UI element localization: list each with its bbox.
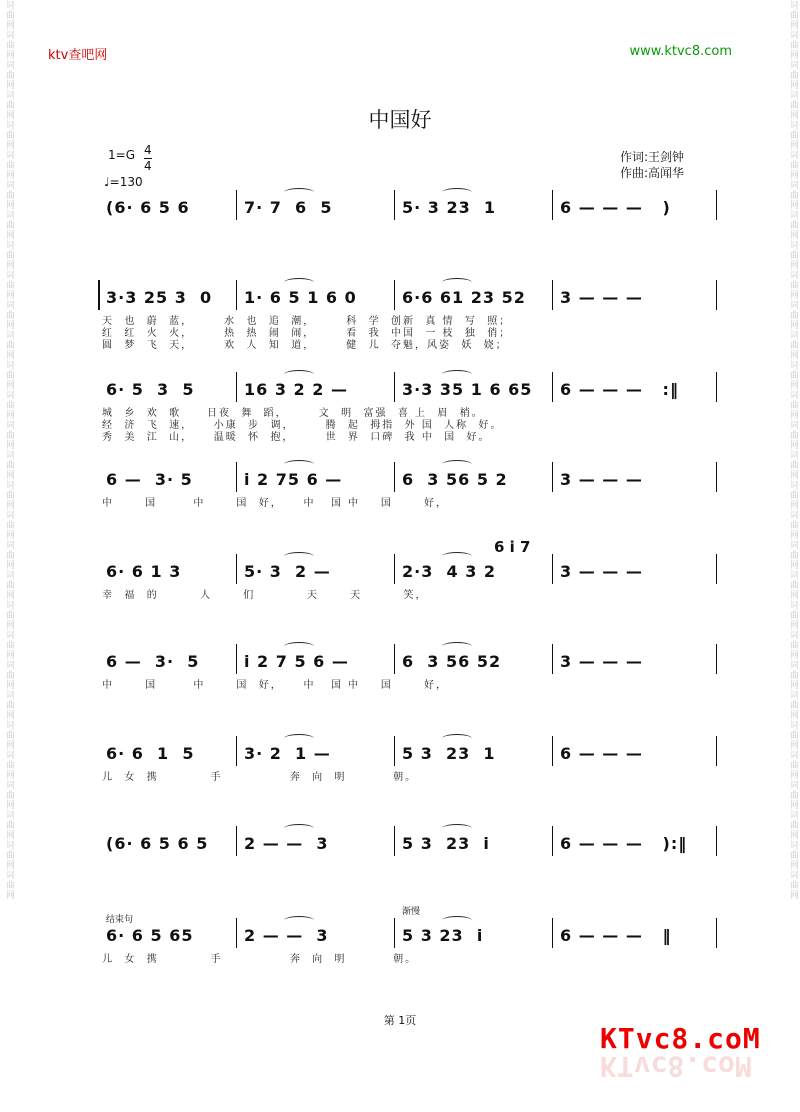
slur-mark <box>442 552 472 561</box>
bar-line <box>394 736 395 766</box>
bar-line <box>236 462 237 492</box>
bar-line <box>552 554 553 584</box>
slur-mark <box>284 188 314 197</box>
slur-mark <box>284 824 314 833</box>
time-signature-bottom: 4 <box>144 159 152 173</box>
measure-notes: 2·3 4 3 2 <box>402 562 497 581</box>
measure-notes: 6· 6 5 65 <box>106 926 194 945</box>
score-row <box>98 198 730 278</box>
bar-line <box>236 918 237 948</box>
measure-notes: 5 3 23 i <box>402 926 484 945</box>
score-row <box>98 652 730 732</box>
bar-line <box>236 644 237 674</box>
measure-notes: 6 3 56 52 <box>402 652 502 671</box>
slur-mark <box>442 916 472 925</box>
measure-notes: 6· 6 1 3 <box>106 562 182 581</box>
slur-mark <box>442 824 472 833</box>
bar-line <box>394 280 395 310</box>
bar-line <box>394 918 395 948</box>
measure-notes: i 2 75 6 — <box>244 470 343 489</box>
slur-mark <box>284 642 314 651</box>
measure-notes: 3 — — — <box>560 652 643 671</box>
measure-notes: 6 — — — ):‖ <box>560 834 688 853</box>
watermark-side-left: 词曲网词曲网词曲网词曲网词曲网词曲网词曲网词曲网词曲网词曲网词曲网词曲网词曲网词曲网词曲网词曲网词曲网词曲网词曲网词曲网词曲网词曲网词曲网词曲网词曲网词曲网词曲网词曲网词曲网词曲网 <box>4 0 14 900</box>
score-row <box>98 288 730 368</box>
bar-line <box>552 644 553 674</box>
bar-line <box>394 644 395 674</box>
measure-notes: 16 3 2 2 — <box>244 380 348 399</box>
site-url-header: www.ktvc8.com <box>629 44 732 59</box>
lyric-line: 红 红 火 火， 热 热 闹 闹， 看 我 中国 一 枝 独 俏； <box>102 328 512 339</box>
bar-line <box>552 280 553 310</box>
score-row <box>98 470 730 550</box>
score-row <box>98 380 730 460</box>
slur-mark <box>284 278 314 287</box>
measure-notes: 6 — — — <box>560 744 643 763</box>
bar-line <box>236 372 237 402</box>
slur-mark <box>442 278 472 287</box>
bar-line <box>716 190 717 220</box>
slur-mark <box>442 370 472 379</box>
measure-notes: 3 — — — <box>560 470 643 489</box>
slur-mark <box>442 188 472 197</box>
time-signature-top: 4 <box>144 143 152 157</box>
bar-line <box>716 372 717 402</box>
bar-line <box>394 372 395 402</box>
bar-line <box>552 736 553 766</box>
score-row <box>98 834 730 914</box>
measure-notes: 1· 6 5 1 6 0 <box>244 288 357 307</box>
slur-mark <box>442 642 472 651</box>
bar-line <box>236 554 237 584</box>
slur-mark <box>284 916 314 925</box>
lyric-line: 经 济 飞 速， 小康 步 调， 腾 起 拇指 外 国 人称 好。 <box>102 420 503 431</box>
measure-notes: 5· 3 2 — <box>244 562 331 581</box>
score-row <box>98 538 730 642</box>
bar-line <box>394 462 395 492</box>
bar-line <box>552 826 553 856</box>
lyric-line: 秀 美 江 山， 温暖 怀 抱， 世 界 口碑 我 中 国 好。 <box>102 432 491 443</box>
measure-notes: 2 — — 3 <box>244 834 329 853</box>
measure-notes: (6· 6 5 6 <box>106 198 190 217</box>
measure-notes: 6· 6 1 5 <box>106 744 195 763</box>
bar-line <box>236 190 237 220</box>
measure-notes: 6 — 3· 5 <box>106 652 200 671</box>
site-name-header: ktv查吧网 <box>48 48 108 63</box>
measure-notes: 6 — — — ‖ <box>560 926 672 945</box>
bar-line <box>552 462 553 492</box>
lyric-line: 中 国 中 国 好， 中 国 中 国 好， <box>102 680 448 691</box>
song-title: 中国好 <box>368 108 432 132</box>
slur-mark <box>284 370 314 379</box>
measure-notes: 6 — — — :‖ <box>560 380 679 399</box>
slur-mark <box>442 460 472 469</box>
bar-line <box>394 190 395 220</box>
upper-voice-notes: 6 i 7 <box>494 538 531 556</box>
site-logo-reflection: KTvc8.coM <box>600 1050 752 1083</box>
lyric-line: 幸 福 的 人 们 天 天 笑， <box>102 590 428 601</box>
slur-mark <box>442 734 472 743</box>
measure-notes: 5 3 23 1 <box>402 744 496 763</box>
slur-mark <box>284 734 314 743</box>
watermark-side-right: 词曲网词曲网词曲网词曲网词曲网词曲网词曲网词曲网词曲网词曲网词曲网词曲网词曲网词曲网词曲网词曲网词曲网词曲网词曲网词曲网词曲网词曲网词曲网词曲网词曲网词曲网词曲网词曲网词曲网词曲网 <box>788 0 798 900</box>
bar-line <box>552 918 553 948</box>
score-row <box>98 907 730 1006</box>
measure-notes: 3 — — — <box>560 562 643 581</box>
bar-line <box>716 280 717 310</box>
measure-notes: 7· 7 6 5 <box>244 198 333 217</box>
slur-mark <box>284 460 314 469</box>
bar-line <box>394 554 395 584</box>
page-number: 第 1页 <box>383 1014 417 1027</box>
bar-line <box>552 372 553 402</box>
lyric-line: 中 国 中 国 好， 中 国 中 国 好， <box>102 498 448 509</box>
bar-line <box>552 190 553 220</box>
lyric-line: 圆 梦 飞 天， 欢 人 知 道， 健 儿 夺魁，风姿 妖 娆； <box>102 340 508 351</box>
bar-line <box>716 462 717 492</box>
measure-notes: 6 — — — ) <box>560 198 671 217</box>
bar-line <box>716 826 717 856</box>
composer-credit: 作曲:高闻华 <box>620 166 685 180</box>
measure-notes: 3·3 35 1 6 65 <box>402 380 533 399</box>
measure-notes: 3 — — — <box>560 288 643 307</box>
ending-marker: 结束句 <box>106 915 134 925</box>
bar-line <box>716 554 717 584</box>
measure-notes: 3·3 25 3 0 <box>106 288 213 307</box>
lyric-line: 儿 女 携 手 奔 向 明 朝。 <box>102 772 418 783</box>
lyricist-credit: 作词:王剑钟 <box>620 150 685 164</box>
key-signature: 1=G <box>108 148 135 162</box>
measure-notes: 6· 5 3 5 <box>106 380 195 399</box>
bar-line <box>716 736 717 766</box>
tempo-marking: ♩=130 <box>104 175 143 189</box>
bar-line <box>236 826 237 856</box>
lyric-line: 天 也 蔚 蓝， 水 也 追 潮， 科 学 创新 真 情 写 照； <box>102 316 512 327</box>
bar-line <box>716 918 717 948</box>
measure-notes: i 2 7 5 6 — <box>244 652 349 671</box>
measure-notes: 5 3 23 i <box>402 834 490 853</box>
measure-notes: 2 — — 3 <box>244 926 329 945</box>
bar-line <box>716 644 717 674</box>
measure-notes: 3· 2 1 — <box>244 744 331 763</box>
slur-mark <box>284 552 314 561</box>
bar-line <box>236 736 237 766</box>
bar-line <box>394 826 395 856</box>
measure-notes: 6 3 56 5 2 <box>402 470 508 489</box>
repeat-start-bar <box>98 280 100 310</box>
measure-notes: (6· 6 5 6 5 <box>106 834 209 853</box>
site-logo: KTvc8.coM <box>600 1022 761 1055</box>
ritardando-marker: 渐慢 <box>402 907 421 917</box>
bar-line <box>236 280 237 310</box>
measure-notes: 5· 3 23 1 <box>402 198 497 217</box>
lyric-line: 儿 女 携 手 奔 向 明 朝。 <box>102 954 418 965</box>
measure-notes: 6·6 61 23 52 <box>402 288 526 307</box>
lyric-line: 城 乡 欢 歌 日夜 舞 蹈， 文 明 富强 喜 上 眉 梢。 <box>102 408 484 419</box>
score-row <box>98 744 730 824</box>
measure-notes: 6 — 3· 5 <box>106 470 193 489</box>
